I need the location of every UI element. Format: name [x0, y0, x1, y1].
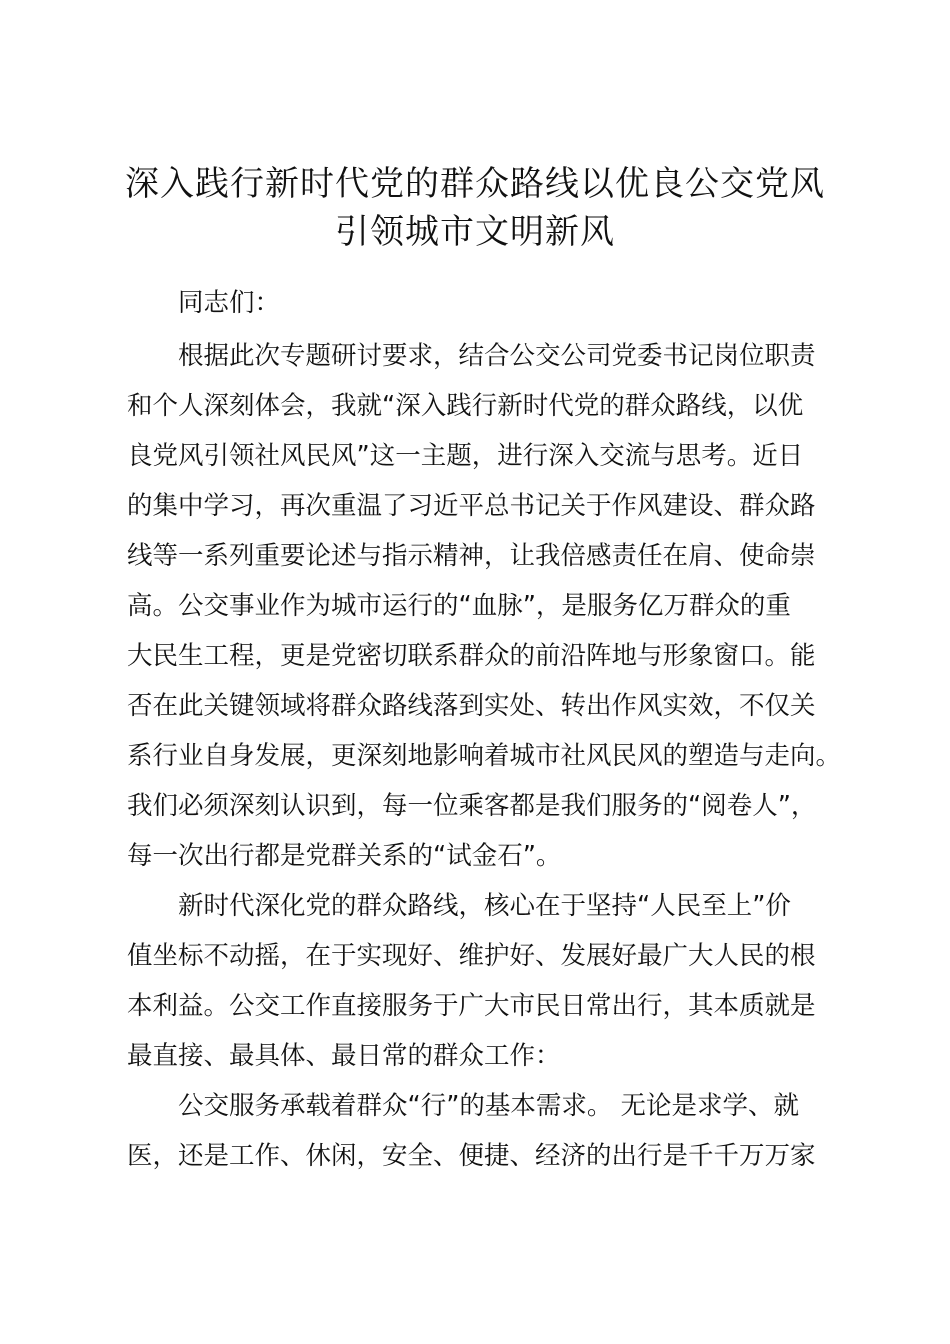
paragraph-line: 否在此关键领域将群众路线落到实处、转出作风实效，不仅关	[127, 691, 816, 721]
paragraph-line: 我们必须深刻认识到，每一位乘客都是我们服务的“阅卷人”，	[127, 791, 817, 821]
paragraph-line: 良党风引领社风民风”这一主题，进行深入交流与思考。近日	[127, 441, 804, 471]
paragraph-line: 高。公交事业作为城市运行的“血脉”，是服务亿万群众的重	[127, 591, 791, 621]
paragraph-line: 公交服务承载着群众“行”的基本需求。 无论是求学、就	[178, 1091, 800, 1121]
paragraph-line: 根据此次专题研讨要求，结合公交公司党委书记岗位职责	[178, 341, 816, 371]
paragraph-line: 和个人深刻体会，我就“深入践行新时代党的群众路线，以优	[127, 391, 804, 421]
paragraph-line: 大民生工程，更是党密切联系群众的前沿阵地与形象窗口。能	[127, 641, 816, 671]
paragraph-line: 线等一系列重要论述与指示精神，让我倍感责任在肩、使命崇	[127, 541, 816, 571]
paragraph-line: 每一次出行都是党群关系的“试金石”。	[127, 841, 562, 871]
document-title-line-2: 引领城市文明新风	[335, 212, 615, 252]
paragraph-line: 本利益。公交工作直接服务于广大市民日常出行，其本质就是	[127, 991, 816, 1021]
salutation: 同志们：	[178, 288, 281, 318]
paragraph-line: 新时代深化党的群众路线，核心在于坚持“人民至上”价	[178, 891, 791, 921]
paragraph-line: 的集中学习，再次重温了习近平总书记关于作风建设、群众路	[127, 491, 816, 521]
paragraph-line: 最直接、最具体、最日常的群众工作：	[127, 1041, 561, 1071]
document-title-line-1: 深入践行新时代党的群众路线以优良公交党风	[125, 164, 825, 204]
paragraph-line: 系行业自身发展，更深刻地影响着城市社风民风的塑造与走向。	[127, 741, 842, 771]
paragraph-line: 医，还是工作、休闲，安全、便捷、经济的出行是千千万万家	[127, 1141, 816, 1171]
paragraph-line: 值坐标不动摇，在于实现好、维护好、发展好最广大人民的根	[127, 941, 816, 971]
